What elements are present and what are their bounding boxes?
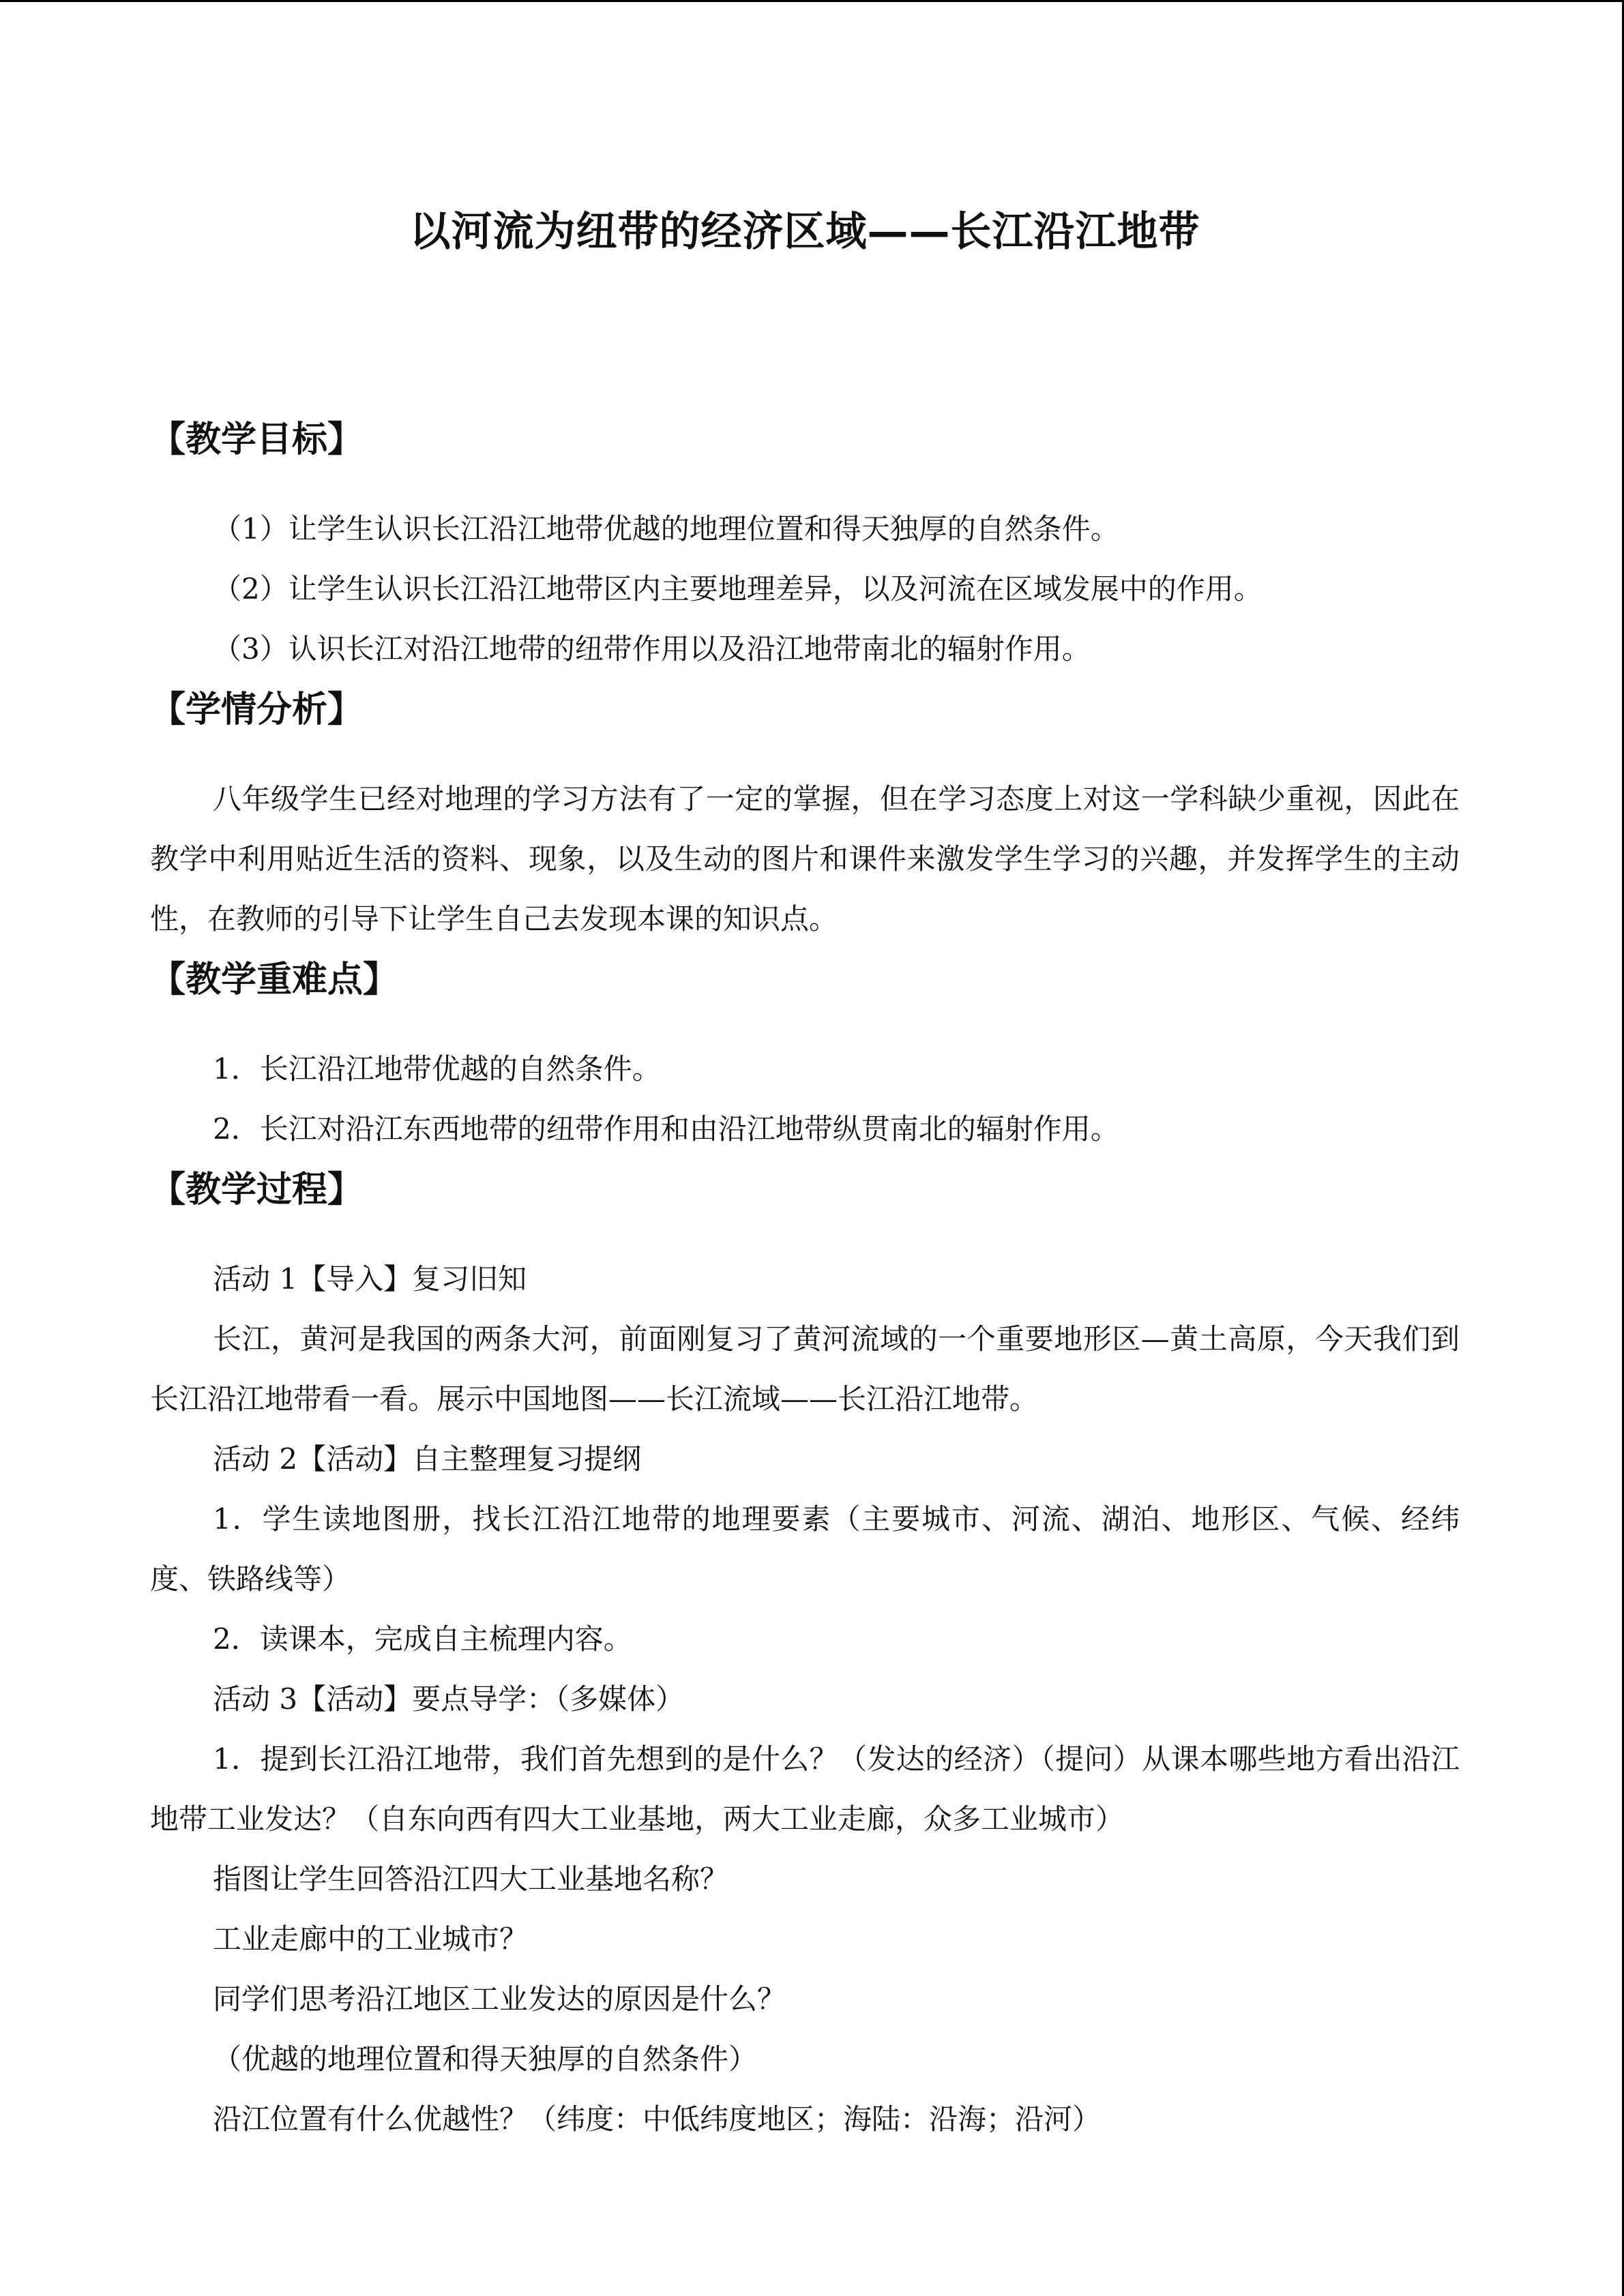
key-point-item: 1．长江沿江地带优越的自然条件。 [213,1052,661,1086]
objective-item: （1）让学生认识长江沿江地带优越的地理位置和得天独厚的自然条件。 [213,512,1119,546]
question-3-answer: （优越的地理位置和得天独厚的自然条件） [213,2042,758,2076]
question-1: 指图让学生回答沿江四大工业基地名称？ [213,1862,729,1896]
document-page [150,205,1460,2149]
document-title: 以河流为纽带的经济区域——长江沿江地带 [409,208,1200,256]
activity-3-title: 活动 3【活动】要点导学：（多媒体） [213,1682,685,1716]
section-heading-analysis: 【学情分析】 [150,689,364,730]
section-analysis [150,679,1460,949]
activity-2-item-2: 2．读课本，完成自主梳理内容。 [213,1622,632,1656]
activity-1-text: 长江，黄河是我国的两条大河，前面刚复习了黄河流域的一个重要地形区—黄土高原，今天我们到长江沿江地带看一看。展示中国地图——长江流域——长江沿江地带。 [150,1322,1460,1416]
section-key-points [150,949,1460,1159]
page-top-border [0,0,1624,2]
activity-3-item-1: 1．提到长江沿江地带，我们首先想到的是什么？（发达的经济）（提问）从课本哪些地方看出沿江地带工业发达？（自东向西有四大工业基地，两大工业走廊，众多工业城市） [150,1742,1460,1836]
section-process [150,1159,1460,2149]
activity-2-title: 活动 2【活动】自主整理复习提纲 [213,1442,642,1476]
analysis-paragraph: 八年级学生已经对地理的学习方法有了一定的掌握，但在学习态度上对这一学科缺少重视，因此在教学中利用贴近生活的资料、现象，以及生动的图片和课件来激发学生学习的兴趣，并发挥学生的主动性，在教师的引导下让学生自己去发现本课的知识点。 [150,782,1460,936]
key-point-item: 2．长江对沿江东西地带的纽带作用和由沿江地带纵贯南北的辐射作用。 [213,1112,1119,1146]
section-heading-process: 【教学过程】 [150,1169,364,1210]
objective-item: （2）让学生认识长江沿江地带区内主要地理差异，以及河流在区域发展中的作用。 [213,572,1263,606]
activity-2-item-1: 1．学生读地图册，找长江沿江地带的地理要素（主要城市、河流、湖泊、地形区、气候、经纬度、铁路线等） [150,1502,1460,1596]
objective-item: （3）认识长江对沿江地带的纽带作用以及沿江地带南北的辐射作用。 [213,632,1091,666]
question-3: 同学们思考沿江地区工业发达的原因是什么？ [213,1982,786,2016]
activity-1-title: 活动 1【导入】复习旧知 [213,1262,527,1296]
question-4: 沿江位置有什么优越性？（纬度：中低纬度地区；海陆：沿海；沿河） [213,2102,1102,2136]
section-heading-key-points: 【教学重难点】 [150,959,399,1000]
question-2: 工业走廊中的工业城市？ [213,1922,529,1956]
section-objectives [150,409,1460,679]
section-heading-objectives: 【教学目标】 [150,419,364,460]
